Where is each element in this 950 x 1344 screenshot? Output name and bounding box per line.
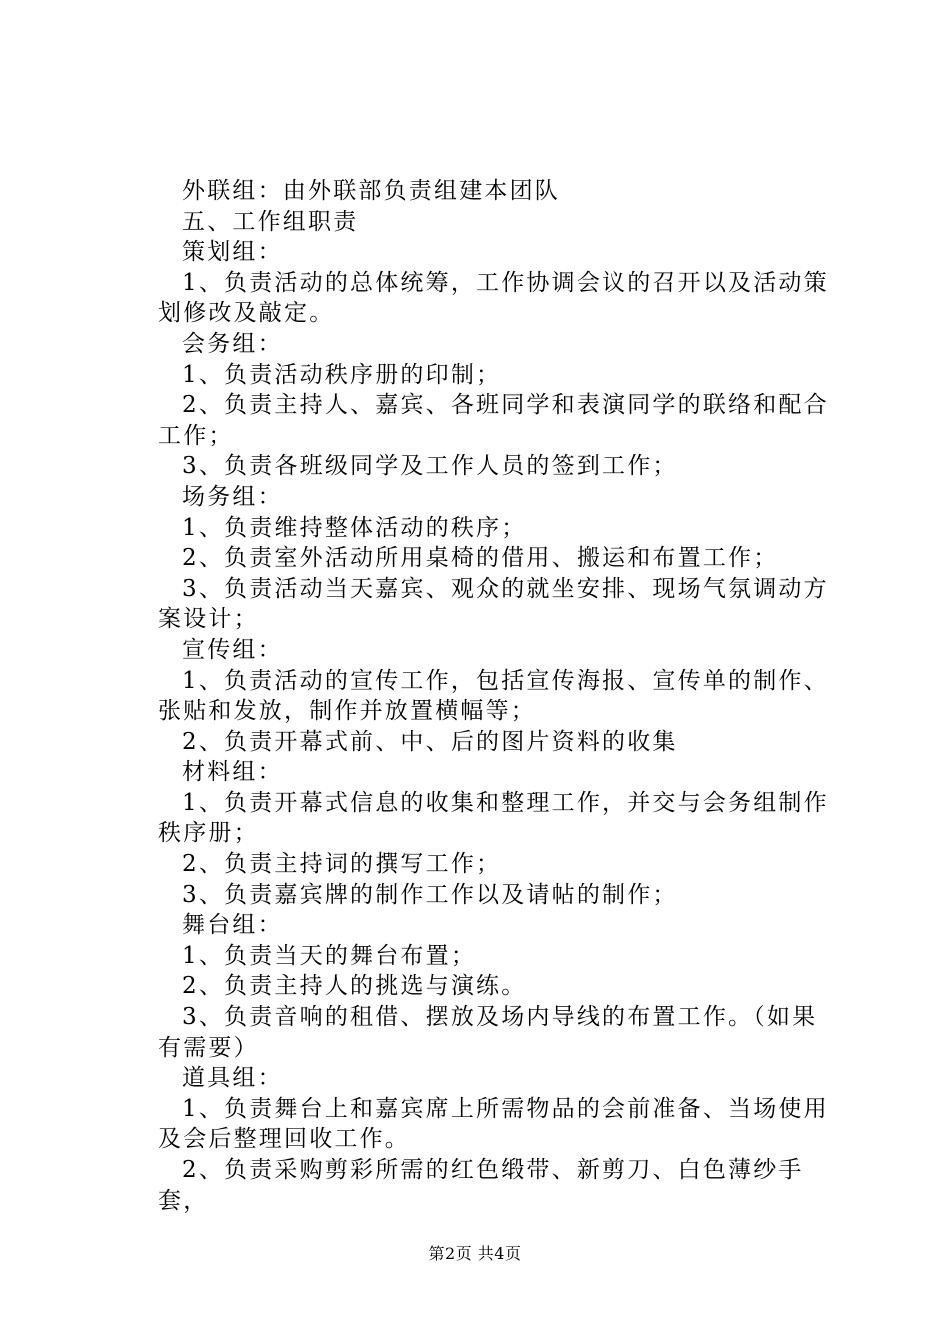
group-heading-planning: 策划组： — [182, 239, 283, 266]
paragraph-venue-1: 1、负责维持整体活动的秩序； — [182, 514, 527, 541]
paragraph-materials-2: 2、负责主持词的撰写工作； — [182, 851, 502, 878]
paragraph-materials-3: 3、负责嘉宾牌的制作工作以及请帖的制作； — [182, 881, 678, 908]
paragraph-props-1: 1、负责舞台上和嘉宾席上所需物品的会前准备、当场使用及会后整理回收工作。 — [158, 1095, 829, 1153]
document-body — [158, 176, 838, 1216]
paragraph-venue-3: 3、负责活动当天嘉宾、观众的就坐安排、现场气氛调动方案设计； — [158, 575, 829, 633]
page-footer — [0, 1244, 950, 1264]
paragraph-liaison-group: 外联组：由外联部负责组建本团队 — [182, 178, 560, 204]
paragraph-stage-2: 2、负责主持人的挑选与演练。 — [182, 973, 527, 1000]
group-heading-materials: 材料组： — [182, 759, 283, 786]
paragraph-stage-3: 3、负责音响的租借、摆放及场内导线的布置工作。（如果有需要） — [158, 1004, 818, 1061]
paragraph-props-2: 2、负责采购剪彩所需的红色缎带、新剪刀、白色薄纱手套， — [158, 1157, 804, 1214]
paragraph-stage-1: 1、负责当天的舞台布置； — [182, 942, 477, 969]
page-number: 第2页 共4页 — [428, 1244, 522, 1263]
paragraph-conference-1: 1、负责活动秩序册的印制； — [182, 361, 502, 388]
group-heading-props: 道具组： — [182, 1065, 283, 1092]
paragraph-conference-2: 2、负责主持人、嘉宾、各班同学和表演同学的联络和配合工作； — [158, 392, 829, 449]
group-heading-publicity: 宣传组： — [182, 636, 283, 663]
paragraph-planning-1: 1、负责活动的总体统筹，工作协调会议的召开以及活动策划修改及敲定。 — [158, 269, 829, 327]
paragraph-publicity-2: 2、负责开幕式前、中、后的图片资料的收集 — [182, 728, 678, 755]
group-heading-conference: 会务组： — [182, 330, 283, 357]
paragraph-materials-1: 1、负责开幕式信息的收集和整理工作，并交与会务组制作秩序册； — [158, 789, 829, 847]
paragraph-publicity-1: 1、负责活动的宣传工作，包括宣传海报、宣传单的制作、张贴和发放，制作并放置横幅等； — [158, 667, 829, 725]
section-heading-duties: 五、工作组职责 — [182, 208, 359, 235]
group-heading-venue: 场务组： — [182, 483, 283, 510]
paragraph-conference-3: 3、负责各班级同学及工作人员的签到工作； — [182, 453, 678, 480]
group-heading-stage: 舞台组： — [182, 912, 283, 939]
paragraph-venue-2: 2、负责室外活动所用桌椅的借用、搬运和布置工作； — [182, 545, 779, 572]
